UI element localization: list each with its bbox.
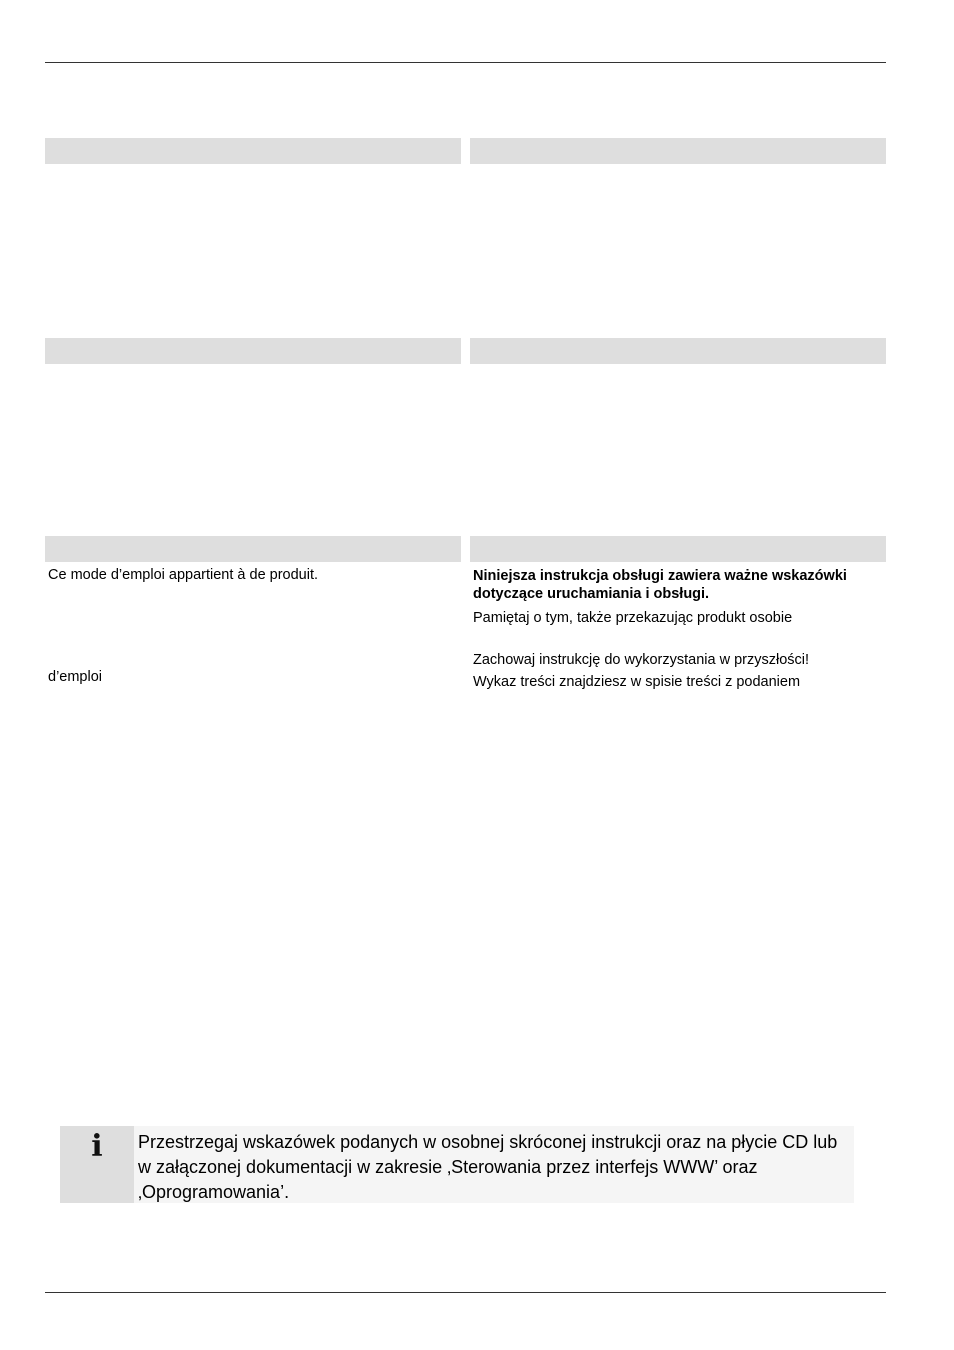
bottom-divider — [45, 1292, 886, 1293]
info-icon-cell — [60, 1126, 134, 1203]
polish-text-line-2: Zachowaj instrukcję do wykorzystania w przyszłości! — [473, 652, 810, 668]
info-icon: i — [91, 1129, 103, 1164]
section-header-band-right-1 — [470, 138, 886, 164]
polish-bold-intro: Niniejsza instrukcja obsługi zawiera ważne wskazówki dotyczące uruchamiania i obsługi. — [473, 568, 847, 602]
french-text-line-2: d’emploi — [48, 669, 102, 685]
top-divider — [45, 62, 886, 63]
info-note-box — [60, 1126, 854, 1203]
section-header-band-left-1 — [45, 138, 461, 164]
section-header-band-right-2 — [470, 338, 886, 364]
section-header-band-right-3 — [470, 536, 886, 562]
info-note-text: Przestrzegaj wskazówek podanych w osobnej skróconej instrukcji oraz na płycie CD lub w załączonej dokumentacji w zakresie ‚Sterowania przez interfejs WWW’ oraz ‚Oprogramowania’. — [138, 1132, 838, 1202]
polish-text-line-3: Wykaz treści znajdziesz w spisie treści z podaniem — [473, 674, 801, 690]
french-text-line-1: Ce mode d’emploi appartient à de produit. — [48, 567, 319, 583]
section-header-band-left-2 — [45, 338, 461, 364]
section-header-band-left-3 — [45, 536, 461, 562]
polish-text-line-1: Pamiętaj o tym, także przekazując produkt osobie — [473, 610, 793, 626]
